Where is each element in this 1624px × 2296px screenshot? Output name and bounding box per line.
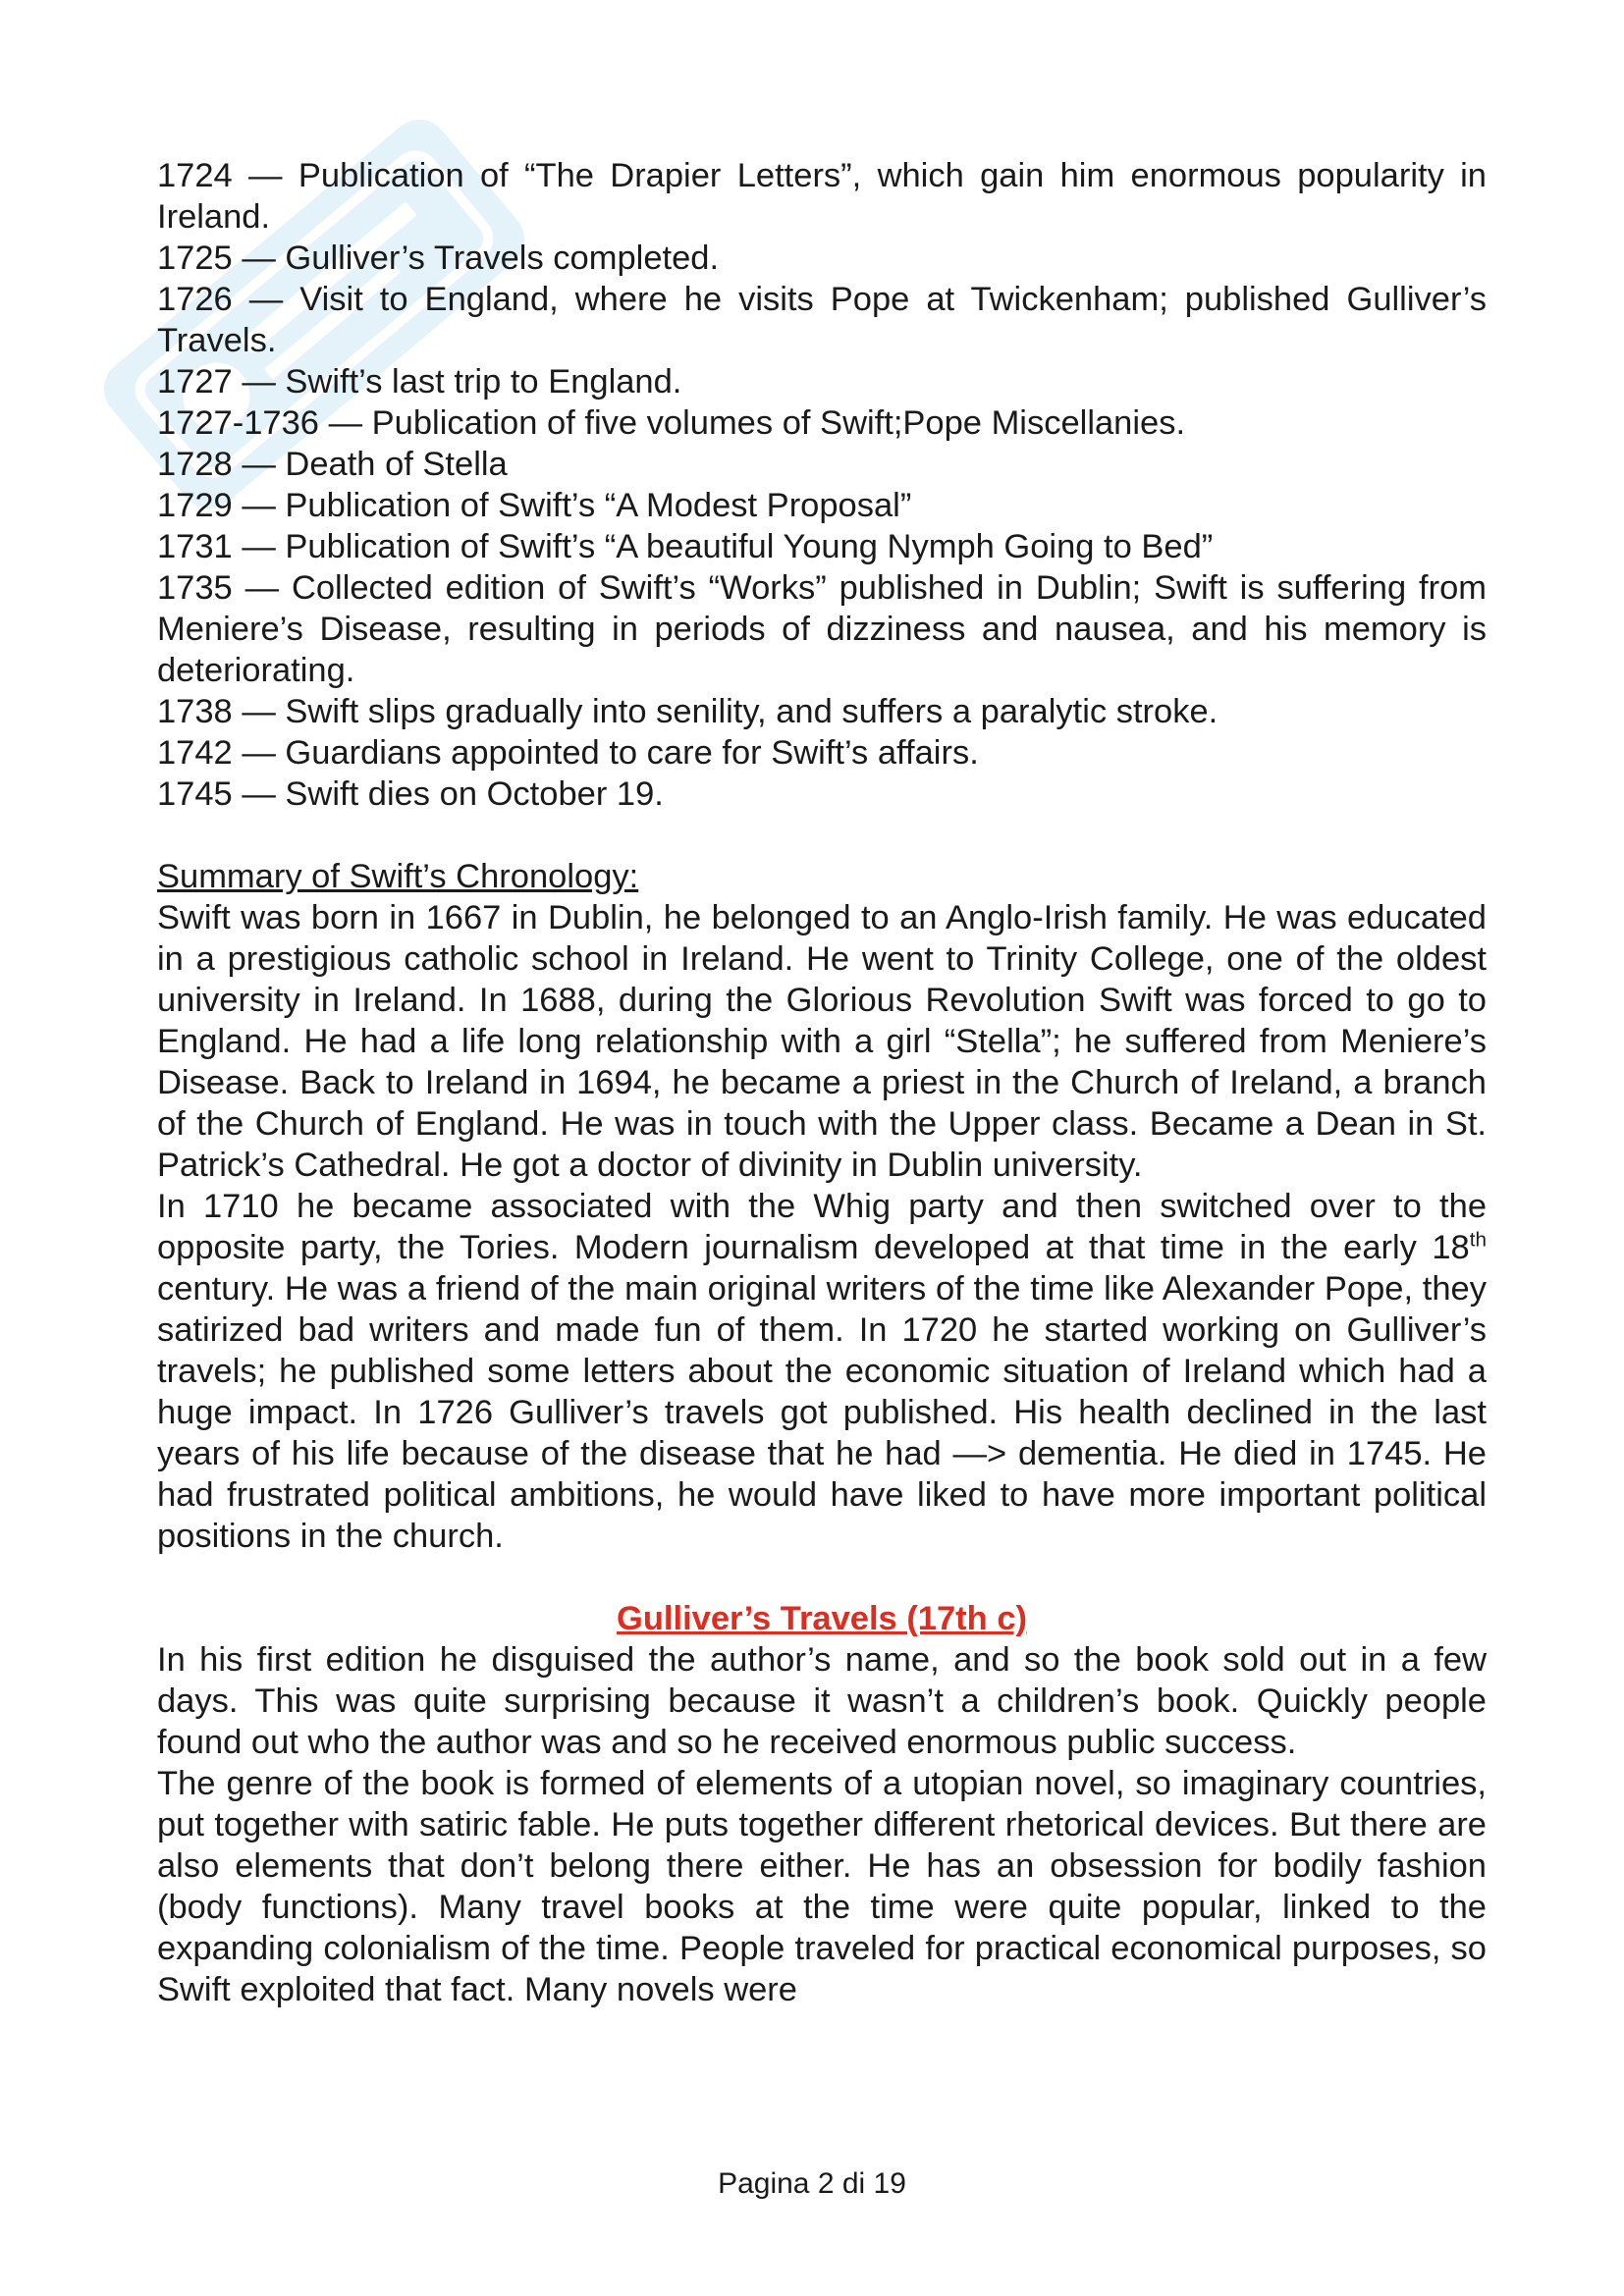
page-number: Pagina 2 di 19 <box>718 2167 906 2200</box>
timeline-entry-1731: 1731 — Publication of Swift’s “A beautiful Young Nymph Going to Bed” <box>157 528 1214 565</box>
summary-paragraph-2 <box>157 1186 1487 1557</box>
gulliver-section-title: Gulliver’s Travels (17th c) <box>616 1600 1028 1637</box>
section-spacer <box>157 815 1487 856</box>
timeline-entry-1735: 1735 — Collected edition of Swift’s “Works” published in Dublin; Swift is suffering from Meniere’s Disease, resulting in periods of dizziness and nausea, and his memory is deteriorating. <box>157 569 1487 689</box>
timeline-entry-1724: 1724 — Publication of “The Drapier Letters”, which gain him enormous popularity in Ireland. <box>157 157 1487 236</box>
page-content <box>157 155 1487 2010</box>
timeline-entry-1727-1736: 1727-1736 — Publication of five volumes of Swift;Pope Miscellanies. <box>157 404 1186 442</box>
summary-paragraph-2-end: century. He was a friend of the main original writers of the time like Alexander Pope, they satirized bad writers and made fun of them. In 1720 he started working on Gulliver’s travels; he published some letters about the economic situation of Ireland which had a huge impact. In 1726 Gulliver’s travels got published. His health declined in the last years of his life because of the disease that he had —> dementia. He died in 1745. He had frustrated political ambitions, he would have liked to have more important political positions in the church. <box>157 1270 1487 1555</box>
timeline-entry-1726: 1726 — Visit to England, where he visits Pope at Twickenham; published Gulliver’s Travels. <box>157 281 1487 359</box>
timeline-entry-1728: 1728 — Death of Stella <box>157 446 508 483</box>
timeline-entry-1742: 1742 — Guardians appointed to care for Swift’s affairs. <box>157 734 979 772</box>
timeline-entry-1738: 1738 — Swift slips gradually into senility, and suffers a paralytic stroke. <box>157 693 1218 730</box>
section-spacer <box>157 1557 1487 1598</box>
timeline-entry-1729: 1729 — Publication of Swift’s “A Modest Proposal” <box>157 487 912 524</box>
summary-heading: Summary of Swift’s Chronology: <box>157 858 639 895</box>
timeline-entry-1727: 1727 — Swift’s last trip to England. <box>157 363 682 400</box>
timeline-entry-1745: 1745 — Swift dies on October 19. <box>157 775 664 813</box>
ordinal-superscript: th <box>1469 1228 1487 1252</box>
summary-paragraph-2-start: In 1710 he became associated with the Whig party and then switched over to the opposite party, the Tories. Modern journalism developed at that time in the early 18 <box>157 1188 1487 1266</box>
gulliver-paragraph-1: In his first edition he disguised the author’s name, and so the book sold out in a few days. This was quite surprising because it wasn’t a children’s book. Quickly people found out who the author was and so he received enormous public success. <box>157 1641 1487 1761</box>
summary-paragraph-1: Swift was born in 1667 in Dublin, he belonged to an Anglo-Irish family. He was educated in a prestigious catholic school in Ireland. He went to Trinity College, one of the oldest university in Ireland. In 1688, during the Glorious Revolution Swift was forced to go to England. He had a life long relationship with a girl “Stella”; he suffered from Meniere’s Disease. Back to Ireland in 1694, he became a priest in the Church of Ireland, a branch of the Church of England. He was in touch with the Upper class. Became a Dean in St. Patrick’s Cathedral. He got a doctor of divinity in Dublin university. <box>157 899 1487 1184</box>
gulliver-paragraph-2: The genre of the book is formed of elements of a utopian novel, so imaginary countries, put together with satiric fable. He puts together different rhetorical devices. But there are also elements that don’t belong there either. He has an obsession for bodily fashion (body functions). Many travel books at the time were quite popular, linked to the expanding colonialism of the time. People traveled for practical economical purposes, so Swift exploited that fact. Many novels were <box>157 1765 1487 2008</box>
timeline-entry-1725: 1725 — Gulliver’s Travels completed. <box>157 240 720 277</box>
